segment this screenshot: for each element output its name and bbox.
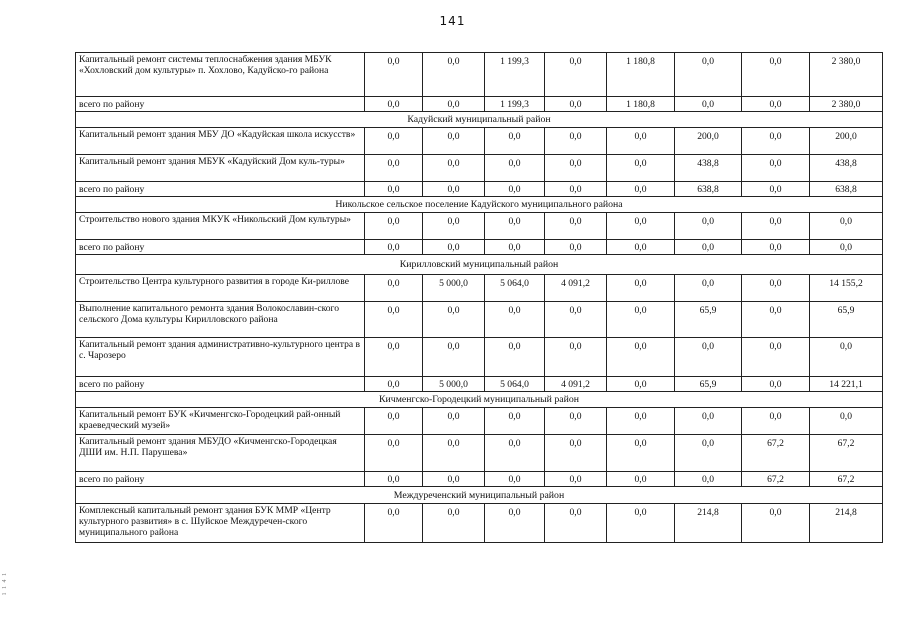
amount-cell: 0,0: [485, 408, 545, 435]
amount-cell: 1 199,3: [485, 53, 545, 97]
project-name: Капитальный ремонт здания МБУК «Кадуйский Дом куль-туры»: [76, 155, 365, 182]
amount-cell: 0,0: [810, 408, 883, 435]
amount-cell: 4 091,2: [545, 377, 607, 392]
district-total-row: [76, 182, 883, 197]
amount-cell: 4 091,2: [545, 275, 607, 302]
project-name: Выполнение капитального ремонта здания Волокославин-ского сельского Дома культуры Кирилловского района: [76, 302, 365, 338]
amount-cell: 214,8: [675, 504, 742, 543]
amount-cell: 438,8: [675, 155, 742, 182]
project-name: Капитальный ремонт системы теплоснабжения здания МБУК «Хохловский дом культуры» п. Хохлово, Кадуйско-го района: [76, 53, 365, 97]
amount-cell: 0,0: [675, 472, 742, 487]
amount-cell: 0,0: [545, 408, 607, 435]
amount-cell: 0,0: [810, 338, 883, 377]
amount-cell: 0,0: [742, 338, 810, 377]
amount-cell: 67,2: [742, 472, 810, 487]
section-title: Кирилловский муниципальный район: [76, 255, 883, 275]
amount-cell: 214,8: [810, 504, 883, 543]
amount-cell: 200,0: [675, 128, 742, 155]
amount-cell: 0,0: [675, 97, 742, 112]
amount-cell: 0,0: [675, 275, 742, 302]
section-header-row: [76, 255, 883, 275]
amount-cell: 0,0: [485, 472, 545, 487]
project-name: Капитальный ремонт БУК «Кичменгско-Городецкий рай-онный краеведческий музей»: [76, 408, 365, 435]
amount-cell: 1 180,8: [607, 53, 675, 97]
amount-cell: 0,0: [365, 240, 423, 255]
amount-cell: 438,8: [810, 155, 883, 182]
amount-cell: 638,8: [810, 182, 883, 197]
amount-cell: 0,0: [545, 302, 607, 338]
amount-cell: 0,0: [742, 155, 810, 182]
amount-cell: 0,0: [423, 472, 485, 487]
total-label: всего по району: [76, 472, 365, 487]
table-row: [76, 128, 883, 155]
amount-cell: 0,0: [675, 435, 742, 472]
amount-cell: 0,0: [423, 408, 485, 435]
amount-cell: 0,0: [742, 240, 810, 255]
amount-cell: 0,0: [545, 472, 607, 487]
amount-cell: 65,9: [675, 377, 742, 392]
amount-cell: 0,0: [365, 302, 423, 338]
table-row: [76, 213, 883, 240]
amount-cell: 0,0: [742, 377, 810, 392]
section-header-row: [76, 487, 883, 504]
total-label: всего по району: [76, 97, 365, 112]
amount-cell: 0,0: [485, 504, 545, 543]
table-row: [76, 408, 883, 435]
project-name: Строительство нового здания МКУК «Никольский Дом культуры»: [76, 213, 365, 240]
amount-cell: 0,0: [423, 213, 485, 240]
amount-cell: 5 064,0: [485, 377, 545, 392]
amount-cell: 200,0: [810, 128, 883, 155]
amount-cell: 0,0: [545, 435, 607, 472]
amount-cell: 0,0: [365, 275, 423, 302]
amount-cell: 0,0: [675, 338, 742, 377]
amount-cell: 0,0: [742, 182, 810, 197]
amount-cell: 2 380,0: [810, 97, 883, 112]
amount-cell: 0,0: [365, 408, 423, 435]
amount-cell: 0,0: [365, 53, 423, 97]
amount-cell: 638,8: [675, 182, 742, 197]
project-name: Капитальный ремонт здания МБУ ДО «Кадуйская школа искусств»: [76, 128, 365, 155]
amount-cell: 0,0: [423, 97, 485, 112]
amount-cell: 0,0: [545, 338, 607, 377]
district-total-row: [76, 240, 883, 255]
section-header-row: [76, 112, 883, 128]
amount-cell: 0,0: [365, 377, 423, 392]
table-body: [76, 53, 883, 543]
amount-cell: 0,0: [485, 302, 545, 338]
amount-cell: 0,0: [607, 213, 675, 240]
amount-cell: 5 064,0: [485, 275, 545, 302]
amount-cell: 0,0: [423, 155, 485, 182]
amount-cell: 0,0: [485, 338, 545, 377]
amount-cell: 67,2: [810, 435, 883, 472]
amount-cell: 5 000,0: [423, 377, 485, 392]
amount-cell: 0,0: [423, 53, 485, 97]
amount-cell: 0,0: [423, 128, 485, 155]
amount-cell: 0,0: [607, 302, 675, 338]
amount-cell: 65,9: [810, 302, 883, 338]
amount-cell: 0,0: [742, 213, 810, 240]
amount-cell: 0,0: [742, 53, 810, 97]
amount-cell: 0,0: [545, 53, 607, 97]
amount-cell: 0,0: [607, 338, 675, 377]
amount-cell: 0,0: [675, 240, 742, 255]
amount-cell: 1 199,3: [485, 97, 545, 112]
amount-cell: 0,0: [545, 213, 607, 240]
amount-cell: 0,0: [742, 97, 810, 112]
amount-cell: 14 155,2: [810, 275, 883, 302]
amount-cell: 0,0: [365, 97, 423, 112]
project-name: Капитальный ремонт здания МБУДО «Кичменгско-Городецкая ДШИ им. Н.П. Парушева»: [76, 435, 365, 472]
district-total-row: [76, 97, 883, 112]
amount-cell: 0,0: [607, 275, 675, 302]
margin-mark: 1 1 4 1: [2, 572, 8, 596]
amount-cell: 0,0: [485, 213, 545, 240]
amount-cell: 0,0: [675, 408, 742, 435]
total-label: всего по району: [76, 182, 365, 197]
amount-cell: 0,0: [742, 128, 810, 155]
amount-cell: 0,0: [365, 213, 423, 240]
amount-cell: 0,0: [675, 53, 742, 97]
section-header-row: [76, 392, 883, 408]
amount-cell: 0,0: [545, 240, 607, 255]
project-name: Строительство Центра культурного развития в городе Ки-риллове: [76, 275, 365, 302]
amount-cell: 0,0: [607, 240, 675, 255]
amount-cell: 67,2: [810, 472, 883, 487]
amount-cell: 0,0: [365, 338, 423, 377]
table-row: [76, 275, 883, 302]
page-number: 141: [439, 14, 466, 28]
amount-cell: 0,0: [485, 128, 545, 155]
amount-cell: 0,0: [365, 155, 423, 182]
table-row: [76, 338, 883, 377]
amount-cell: 0,0: [423, 182, 485, 197]
amount-cell: 0,0: [742, 504, 810, 543]
amount-cell: 0,0: [545, 182, 607, 197]
amount-cell: 0,0: [607, 377, 675, 392]
amount-cell: 0,0: [485, 155, 545, 182]
section-title: Никольское сельское поселение Кадуйского муниципального района: [76, 197, 883, 213]
amount-cell: 0,0: [742, 302, 810, 338]
total-label: всего по району: [76, 377, 365, 392]
amount-cell: 0,0: [423, 338, 485, 377]
section-title: Кичменгско-Городецкий муниципальный район: [76, 392, 883, 408]
amount-cell: 0,0: [423, 435, 485, 472]
amount-cell: 0,0: [365, 128, 423, 155]
amount-cell: 14 221,1: [810, 377, 883, 392]
amount-cell: 0,0: [485, 435, 545, 472]
amount-cell: 0,0: [742, 408, 810, 435]
total-label: всего по району: [76, 240, 365, 255]
district-total-row: [76, 377, 883, 392]
amount-cell: 0,0: [365, 504, 423, 543]
amount-cell: 0,0: [810, 240, 883, 255]
amount-cell: 0,0: [545, 155, 607, 182]
amount-cell: 0,0: [742, 275, 810, 302]
amount-cell: 0,0: [423, 302, 485, 338]
amount-cell: 0,0: [607, 408, 675, 435]
amount-cell: 1 180,8: [607, 97, 675, 112]
amount-cell: 0,0: [607, 435, 675, 472]
section-header-row: [76, 197, 883, 213]
amount-cell: 0,0: [365, 435, 423, 472]
amount-cell: 0,0: [423, 504, 485, 543]
amount-cell: 0,0: [607, 504, 675, 543]
amount-cell: 0,0: [545, 97, 607, 112]
section-title: Междуреченский муниципальный район: [76, 487, 883, 504]
amount-cell: 0,0: [607, 182, 675, 197]
amount-cell: 65,9: [675, 302, 742, 338]
amount-cell: 0,0: [545, 504, 607, 543]
table-row: [76, 302, 883, 338]
table-row: [76, 504, 883, 543]
amount-cell: 0,0: [485, 182, 545, 197]
amount-cell: 0,0: [545, 128, 607, 155]
amount-cell: 0,0: [607, 472, 675, 487]
table-row: [76, 155, 883, 182]
amount-cell: 0,0: [485, 240, 545, 255]
amount-cell: 0,0: [810, 213, 883, 240]
amount-cell: 0,0: [365, 472, 423, 487]
amount-cell: 0,0: [675, 213, 742, 240]
amount-cell: 5 000,0: [423, 275, 485, 302]
amount-cell: 0,0: [607, 155, 675, 182]
district-total-row: [76, 472, 883, 487]
project-name: Капитальный ремонт здания административно-культурного центра в с. Чарозеро: [76, 338, 365, 377]
section-title: Кадуйский муниципальный район: [76, 112, 883, 128]
table-row: [76, 435, 883, 472]
amount-cell: 0,0: [365, 182, 423, 197]
funding-table: [75, 52, 883, 543]
project-name: Комплексный капитальный ремонт здания БУК ММР «Центр культурного развития» в с. Шуйское Междуречен-ского муниципального района: [76, 504, 365, 543]
amount-cell: 0,0: [423, 240, 485, 255]
table-row: [76, 53, 883, 97]
amount-cell: 67,2: [742, 435, 810, 472]
amount-cell: 0,0: [607, 128, 675, 155]
amount-cell: 2 380,0: [810, 53, 883, 97]
